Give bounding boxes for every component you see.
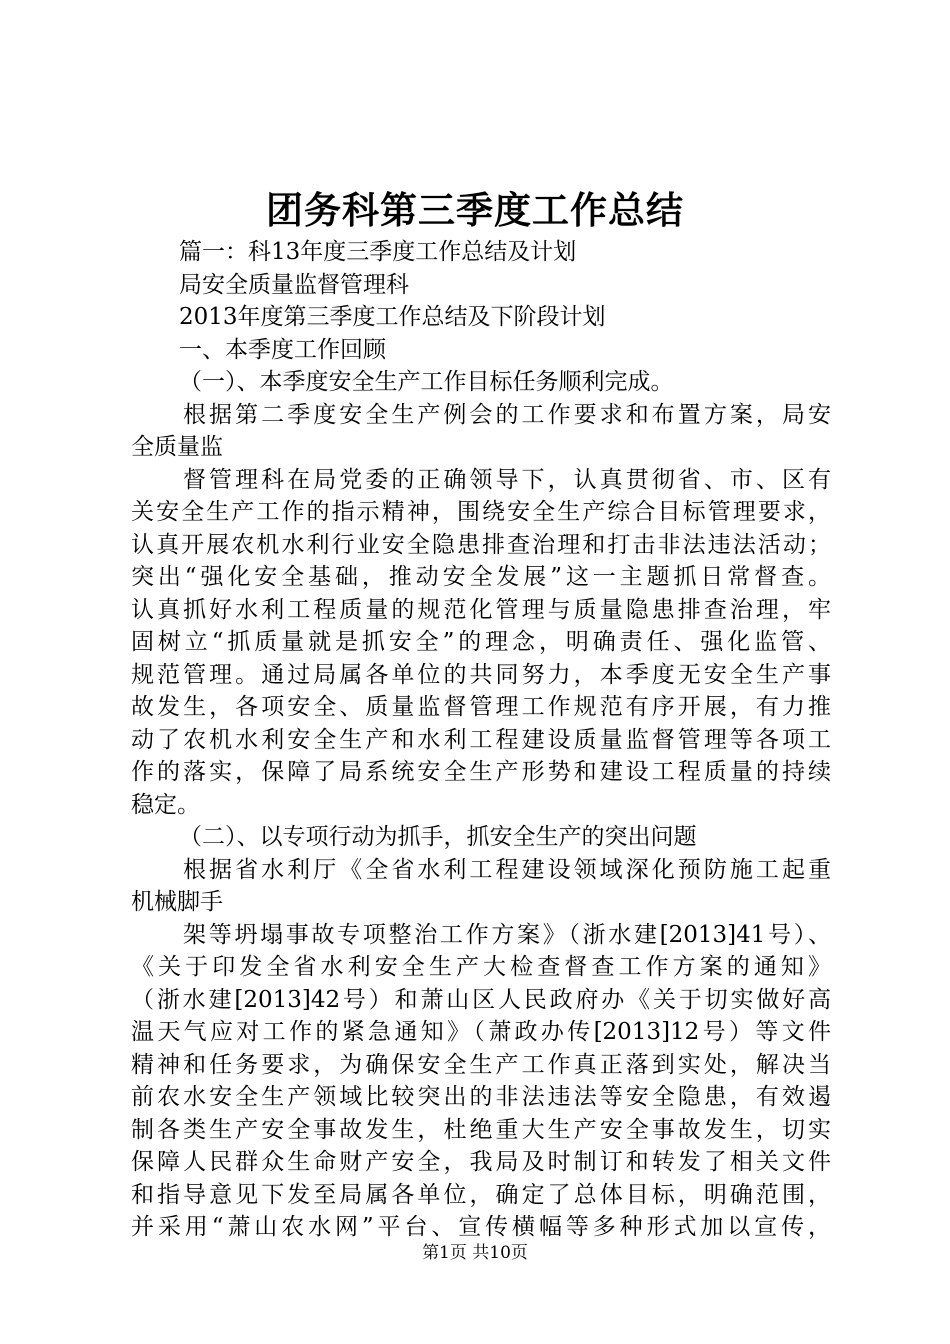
paragraph-line: 关安全生产工作的指示精神，围绕安全生产综合目标管理要求， [131, 499, 831, 525]
paragraph-line: 《关于印发全省水利安全生产大检查督查工作方案的通知》 [131, 954, 831, 980]
paragraph-line: 故发生，各项安全、质量监督管理工作规范有序开展，有力推 [131, 694, 831, 720]
paragraph-line: 温天气应对工作的紧急通知》（萧政办传[2013]12号）等文件 [131, 1019, 831, 1045]
page-footer: 第1页 共10页 [422, 1243, 528, 1263]
paragraph-line: 认真抓好水利工程质量的规范化管理与质量隐患排查治理，牢 [131, 596, 831, 623]
paragraph-line: 保障人民群众生命财产安全，我局及时制订和转发了相关文件 [131, 1149, 831, 1175]
paragraph-line: （浙水建[2013]42号）和萧山区人民政府办《关于切实做好高 [131, 986, 831, 1013]
paragraph-line: 认真开展农机水利行业安全隐患排查治理和打击非法违法活动； [131, 531, 831, 558]
paragraph-line: 架等坍塌事故专项整治工作方案》（浙水建[2013]41号）、 [183, 921, 831, 948]
paragraph-line: 根据省水利厅《全省水利工程建设领域深化预防施工起重 [183, 856, 831, 883]
paragraph-line: 局安全质量监督管理科 [179, 271, 409, 298]
paragraph-line: 和指导意见下发至局属各单位，确定了总体目标，明确范围， [131, 1181, 831, 1208]
paragraph-line: 前农水安全生产领域比较突出的非法违法等安全隐患，有效遏 [131, 1084, 831, 1110]
paragraph-line: 规范管理。通过局属各单位的共同努力，本季度无安全生产事 [131, 661, 831, 688]
paragraph-line: 精神和任务要求，为确保安全生产工作真正落到实处，解决当 [131, 1051, 831, 1078]
paragraph-line: 作的落实，保障了局系统安全生产形势和建设工程质量的持续 [131, 759, 831, 785]
paragraph-line: 突出“强化安全基础，推动安全发展”这一主题抓日常督查。 [131, 564, 831, 590]
paragraph-line: 篇一：科13年度三季度工作总结及计划 [179, 239, 577, 265]
paragraph-line: 并采用“萧山农水网”平台、宣传横幅等多种形式加以宣传， [131, 1214, 831, 1240]
paragraph-line: 机械脚手 [131, 889, 223, 915]
paragraph-line: 制各类生产安全事故发生，杜绝重大生产安全事故发生，切实 [131, 1116, 831, 1143]
paragraph-line: 一、本季度工作回顾 [179, 336, 386, 363]
document-title: 团务科第三季度工作总结 [266, 188, 684, 232]
paragraph-line: 动了农机水利安全生产和水利工程建设质量监督管理等各项工 [131, 726, 831, 753]
document-body [131, 236, 831, 1244]
paragraph-line: 督管理科在局党委的正确领导下，认真贯彻省、市、区有 [183, 466, 831, 493]
paragraph-line: （一）、本季度安全生产工作目标任务顺利完成。 [179, 369, 674, 395]
paragraph-line: （二）、以专项行动为抓手，抓安全生产的突出问题 [179, 824, 697, 850]
paragraph-line: 2013年度第三季度工作总结及下阶段计划 [179, 304, 606, 330]
paragraph-line: 固树立“抓质量就是抓安全”的理念，明确责任、强化监管、 [131, 629, 831, 655]
paragraph-line: 稳定。 [131, 791, 200, 818]
paragraph-line: 根据第二季度安全生产例会的工作要求和布置方案，局安 [183, 401, 831, 428]
paragraph-line: 全质量监 [131, 434, 223, 460]
